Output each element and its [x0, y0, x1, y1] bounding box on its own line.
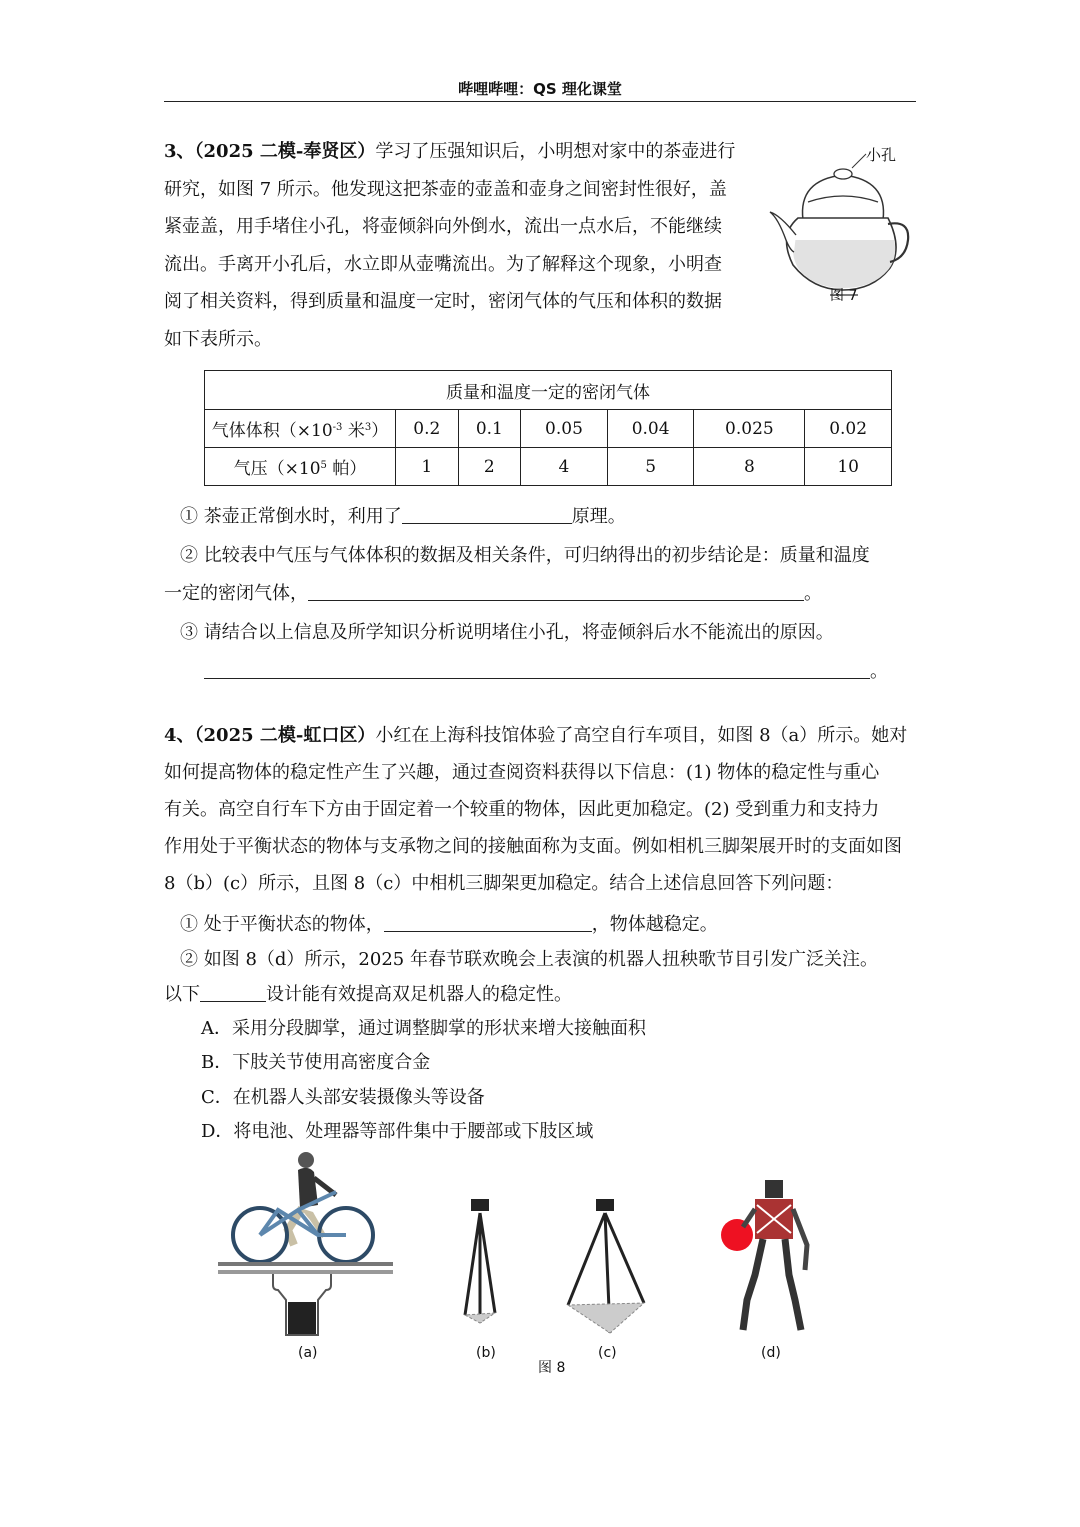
q4-item-1: ① 处于平衡状态的物体， ，物体越稳定。	[180, 914, 718, 935]
q4-line-2: 如何提高物体的稳定性产生了兴趣，通过查阅资料获得以下信息：(1) 物体的稳定性与重心	[164, 762, 880, 783]
figure-7-caption: 图 7	[830, 288, 858, 304]
q4-line-5: 8（b）(c）所示，且图 8（c）中相机三脚架更加稳定。结合上述信息回答下列问题：	[164, 873, 844, 894]
tripod-narrow-figure	[455, 1195, 505, 1340]
pressure-value: 8	[694, 448, 805, 486]
answer-blank[interactable]	[204, 660, 870, 679]
table-row-volume	[205, 410, 892, 448]
option-c: C．在机器人头部安装摄像头等设备	[201, 1087, 485, 1108]
pressure-value: 1	[396, 448, 459, 486]
q3-item-2-line-2: 一定的密闭气体， 。	[164, 583, 822, 604]
pressure-value: 10	[805, 448, 892, 486]
option-d: D．将电池、处理器等部件集中于腰部或下肢区域	[201, 1121, 594, 1142]
question-3	[164, 133, 752, 358]
q3-line-6: 如下表所示。	[164, 328, 272, 350]
hole-label: 小孔	[866, 146, 897, 164]
option-a: A．采用分段脚掌，通过调整脚掌的形状来增大接触面积	[201, 1018, 646, 1039]
q3-line-3: 紧壶盖，用手堵住小孔，将壶倾斜向外倒水，流出一点水后，不能继续	[164, 216, 722, 237]
answer-blank[interactable]	[402, 505, 572, 524]
answer-blank[interactable]	[308, 582, 804, 601]
option-b: B．下肢关节使用高密度合金	[201, 1052, 431, 1073]
q3-item-1: ① 茶壶正常倒水时，利用了 原理。	[180, 506, 626, 527]
tripod-wide-figure	[560, 1195, 650, 1340]
q3-item-2-line-1: ② 比较表中气压与气体体积的数据及相关条件，可归纳得出的初步结论是：质量和温度	[180, 545, 870, 566]
volume-value: 0.025	[694, 410, 805, 448]
q3-line-2: 研究，如图 7 所示。他发现这把茶壶的壶盖和壶身之间密封性很好，盖	[164, 178, 727, 200]
answer-blank[interactable]	[384, 913, 592, 932]
figure-8c-label: (c)	[598, 1345, 617, 1361]
q4-item-2-line-2: 以下 设计能有效提高双足机器人的稳定性。	[164, 984, 572, 1005]
pressure-value: 5	[607, 448, 694, 486]
volume-label: 气体体积（$\times 10^{-3}$ 米$^3$）	[205, 410, 396, 448]
q3-source: （2025 二模-奉贤区）	[194, 141, 376, 162]
q4-line-1	[164, 717, 918, 754]
q4-line-3: 有关。高空自行车下方由于固定着一个较重的物体，因此更加稳定。(2) 受到重力和支持力	[164, 799, 880, 820]
q4-item-2-line-1: ② 如图 8（d）所示，2025 年春节联欢晚会上表演的机器人扭秧歌节目引发广泛关注。	[180, 949, 878, 970]
table-row-pressure	[205, 448, 892, 486]
volume-value: 0.05	[521, 410, 608, 448]
page-header: 哔哩哔哩：QS 理化课堂	[458, 80, 622, 98]
figure-8d-label: (d)	[761, 1345, 781, 1361]
figure-8b-label: (b)	[476, 1345, 496, 1361]
q4-source: （2025 二模-虹口区）	[194, 725, 376, 746]
volume-value: 0.02	[805, 410, 892, 448]
pressure-label: 气压（$\times 10^5$ 帕）	[205, 448, 396, 486]
q3-item-3-line-1: ③ 请结合以上信息及所学知识分析说明堵住小孔，将壶倾斜后水不能流出的原因。	[180, 622, 834, 643]
q3-intro-1: 学习了压强知识后，小明想对家中的茶壶进行	[375, 141, 736, 162]
q3-line-1	[164, 133, 752, 171]
q3-item-3-line-2: 。	[204, 657, 888, 683]
high-altitude-bicycle-figure	[218, 1150, 393, 1340]
figure-8a-label: (a)	[298, 1345, 318, 1361]
q3-line-5: 阅了相关资料，得到质量和温度一定时，密闭气体的气压和体积的数据	[164, 291, 722, 312]
volume-value: 0.04	[607, 410, 694, 448]
volume-value: 0.2	[396, 410, 459, 448]
table-title: 质量和温度一定的密闭气体	[205, 371, 892, 410]
volume-value: 0.1	[458, 410, 521, 448]
q4-intro-1: 小红在上海科技馆体验了高空自行车项目，如图 8（a）所示。她对	[375, 725, 908, 746]
q3-line-4: 流出。手离开小孔后，水立即从壶嘴流出。为了解释这个现象，小明查	[164, 253, 722, 275]
figure-8-caption: 图 8	[538, 1360, 566, 1376]
robot-figure	[715, 1175, 825, 1340]
question-4	[164, 717, 918, 902]
answer-blank[interactable]	[200, 983, 266, 1002]
q4-number: 4、	[164, 725, 195, 746]
header-divider	[164, 101, 916, 102]
q3-number: 3、	[164, 141, 195, 162]
pressure-value: 2	[458, 448, 521, 486]
pressure-value: 4	[521, 448, 608, 486]
q4-line-4: 作用处于平衡状态的物体与支承物之间的接触面称为支面。例如相机三脚架展开时的支面如图	[164, 836, 902, 857]
gas-data-table	[204, 370, 892, 486]
